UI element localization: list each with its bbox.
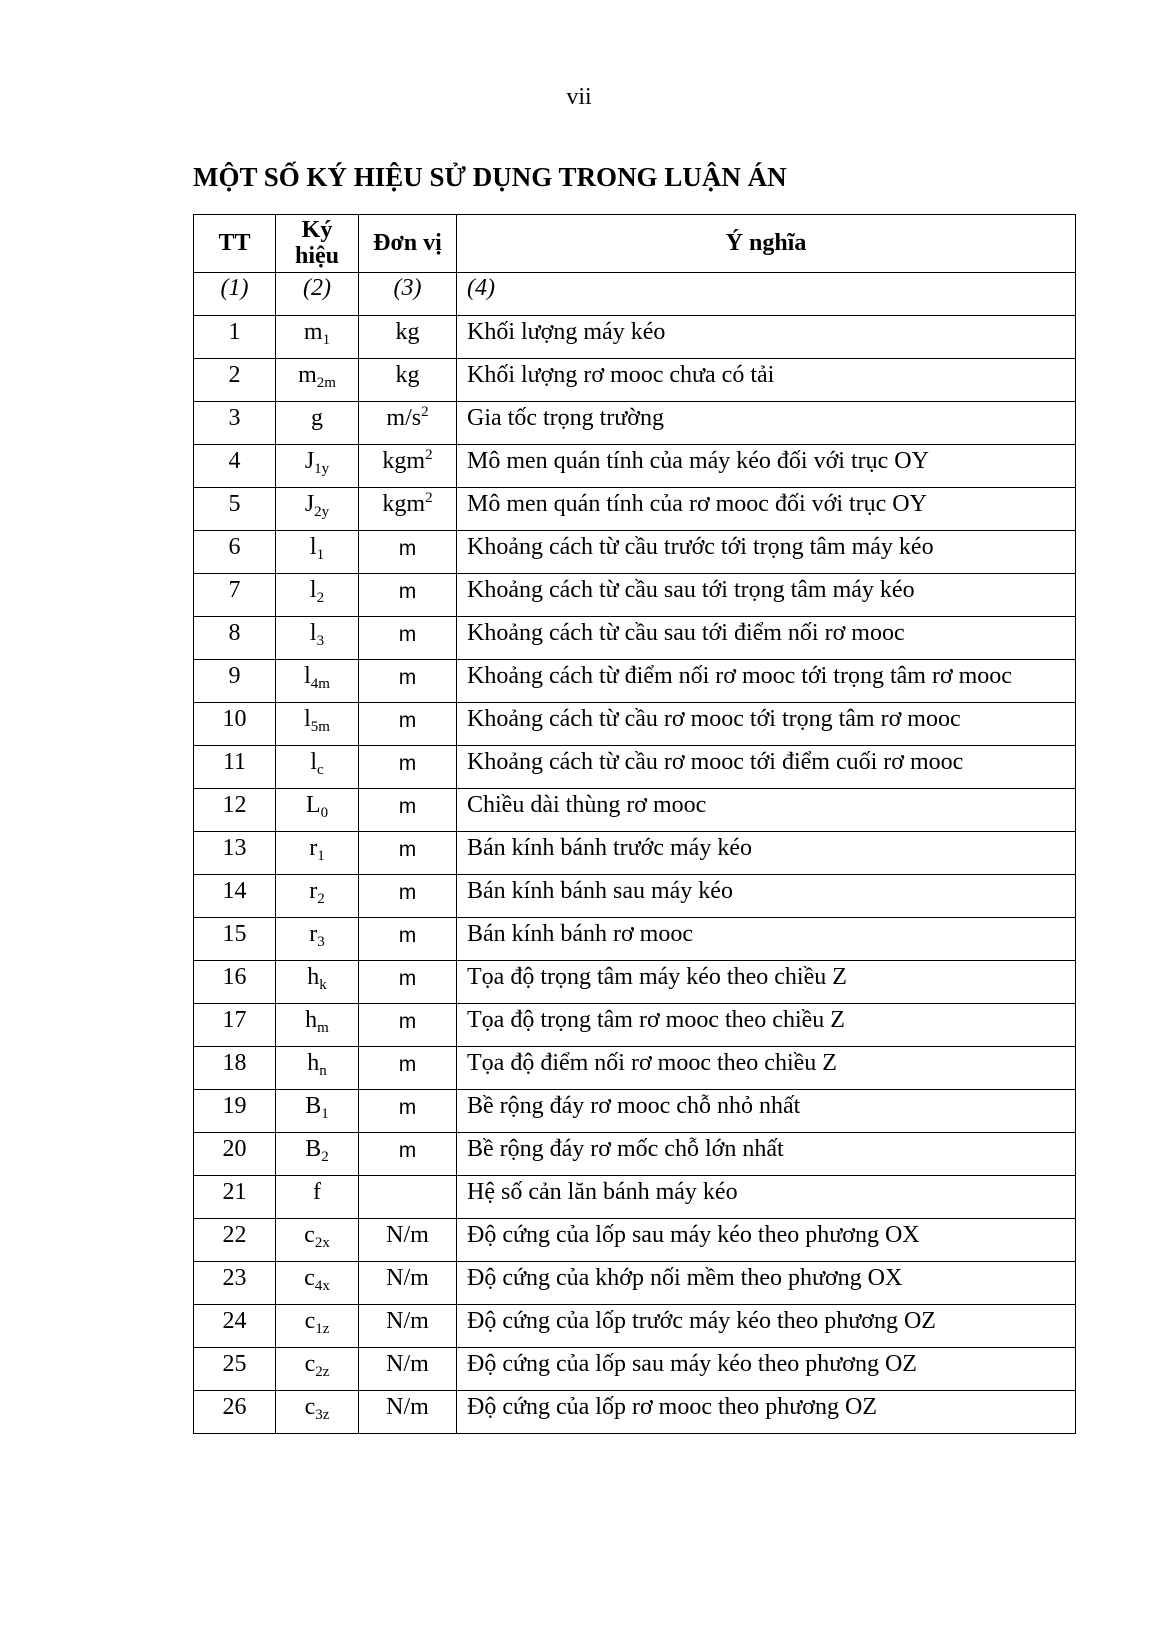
symbol-cell xyxy=(276,359,359,402)
meaning: Mô men quán tính của rơ mooc đối với trục OY xyxy=(457,488,1076,531)
unit-cell xyxy=(359,660,457,703)
symbol: h xyxy=(307,964,320,990)
symbol-cell xyxy=(276,617,359,660)
unit: N/m xyxy=(386,1308,429,1334)
row-number: 5 xyxy=(194,488,276,531)
column-number: (2) xyxy=(276,273,359,316)
symbol: f xyxy=(313,1179,321,1205)
table-row xyxy=(194,617,1076,660)
symbol: B xyxy=(305,1093,322,1119)
symbol: B xyxy=(305,1136,322,1162)
meaning: Khối lượng rơ mooc chưa có tải xyxy=(457,359,1076,402)
symbol: h xyxy=(307,1050,320,1076)
meaning: Khoảng cách từ cầu sau tới điểm nối rơ mooc xyxy=(457,617,1076,660)
symbol-cell xyxy=(276,574,359,617)
column-number: (3) xyxy=(359,273,457,316)
symbol-cell xyxy=(276,875,359,918)
unit-cell xyxy=(359,1004,457,1047)
symbol-subscript: 1z xyxy=(315,1321,330,1337)
symbol: l xyxy=(309,620,317,646)
header-tt: TT xyxy=(194,215,276,273)
table-row xyxy=(194,875,1076,918)
unit: m xyxy=(398,709,417,732)
unit-cell xyxy=(359,445,457,488)
unit-exponent: 2 xyxy=(425,447,433,463)
unit-cell xyxy=(359,1262,457,1305)
symbol-subscript: k xyxy=(319,977,327,993)
symbol-cell xyxy=(276,1047,359,1090)
meaning: Chiều dài thùng rơ mooc xyxy=(457,789,1076,832)
meaning: Mô men quán tính của máy kéo đối với trục OY xyxy=(457,445,1076,488)
unit: m xyxy=(398,838,417,861)
table-row xyxy=(194,1305,1076,1348)
table-row xyxy=(194,1391,1076,1434)
symbol-cell xyxy=(276,660,359,703)
row-number: 11 xyxy=(194,746,276,789)
table-row xyxy=(194,1133,1076,1176)
symbol-subscript: 4x xyxy=(314,1278,330,1294)
unit-cell xyxy=(359,574,457,617)
table-header-row xyxy=(194,215,1076,273)
symbol-subscript: 1 xyxy=(317,848,325,864)
table-body xyxy=(194,316,1076,1434)
unit-cell xyxy=(359,617,457,660)
symbol: c xyxy=(304,1222,315,1248)
unit: m/s xyxy=(386,405,422,431)
symbol-subscript: n xyxy=(319,1063,327,1079)
table-row xyxy=(194,1219,1076,1262)
table-row xyxy=(194,1004,1076,1047)
unit: m xyxy=(398,1096,417,1119)
table-row xyxy=(194,359,1076,402)
symbol: J xyxy=(304,448,315,474)
unit: m xyxy=(398,666,417,689)
header-ky-hieu: Ký hiệu xyxy=(276,215,359,273)
unit: kg xyxy=(395,362,420,388)
unit-cell xyxy=(359,961,457,1004)
row-number: 20 xyxy=(194,1133,276,1176)
row-number: 6 xyxy=(194,531,276,574)
row-number: 18 xyxy=(194,1047,276,1090)
row-number: 3 xyxy=(194,402,276,445)
column-number: (4) xyxy=(457,273,1076,316)
unit: N/m xyxy=(386,1265,429,1291)
symbol-subscript: 2x xyxy=(314,1235,330,1251)
unit-cell xyxy=(359,918,457,961)
symbol-subscript: 2m xyxy=(316,375,336,391)
unit: N/m xyxy=(386,1394,429,1420)
meaning: Độ cứng của lốp trước máy kéo theo phương OZ xyxy=(457,1305,1076,1348)
meaning: Khoảng cách từ cầu trước tới trọng tâm máy kéo xyxy=(457,531,1076,574)
row-number: 21 xyxy=(194,1176,276,1219)
meaning: Khoảng cách từ cầu rơ mooc tới điểm cuối rơ mooc xyxy=(457,746,1076,789)
symbol: r xyxy=(309,835,318,861)
symbol: r xyxy=(309,878,318,904)
symbol-cell xyxy=(276,1305,359,1348)
table-row xyxy=(194,488,1076,531)
row-number: 15 xyxy=(194,918,276,961)
table-row xyxy=(194,789,1076,832)
symbol-subscript: 4m xyxy=(310,676,330,692)
symbol: l xyxy=(310,749,317,775)
unit: m xyxy=(398,924,417,947)
meaning: Bán kính bánh sau máy kéo xyxy=(457,875,1076,918)
unit-cell xyxy=(359,1176,457,1219)
symbol-cell xyxy=(276,703,359,746)
symbol-subscript: 1 xyxy=(322,332,331,348)
table-row xyxy=(194,1262,1076,1305)
row-number: 8 xyxy=(194,617,276,660)
symbol-subscript: 2 xyxy=(317,891,325,907)
symbol: h xyxy=(305,1007,318,1033)
unit: N/m xyxy=(386,1222,429,1248)
unit: m xyxy=(398,537,417,560)
unit-exponent: 2 xyxy=(425,490,433,506)
unit: m xyxy=(398,795,417,818)
unit: kgm xyxy=(382,448,426,474)
row-number: 10 xyxy=(194,703,276,746)
row-number: 4 xyxy=(194,445,276,488)
row-number: 16 xyxy=(194,961,276,1004)
header-don-vi: Đơn vị xyxy=(359,215,457,273)
unit-cell xyxy=(359,1219,457,1262)
meaning: Tọa độ trọng tâm máy kéo theo chiều Z xyxy=(457,961,1076,1004)
symbol: l xyxy=(304,706,311,732)
symbol: r xyxy=(309,921,318,947)
unit-cell xyxy=(359,789,457,832)
symbol-cell xyxy=(276,1391,359,1434)
unit-exponent: 2 xyxy=(421,404,429,420)
row-number: 23 xyxy=(194,1262,276,1305)
symbol-cell xyxy=(276,445,359,488)
symbol-cell xyxy=(276,918,359,961)
unit-cell xyxy=(359,1391,457,1434)
symbol-cell xyxy=(276,1090,359,1133)
unit: kgm xyxy=(382,491,426,517)
table-row xyxy=(194,402,1076,445)
unit-cell xyxy=(359,875,457,918)
symbol: c xyxy=(304,1394,316,1420)
unit: m xyxy=(398,752,417,775)
meaning: Khoảng cách từ cầu rơ mooc tới trọng tâm rơ mooc xyxy=(457,703,1076,746)
unit-cell xyxy=(359,316,457,359)
symbol-cell xyxy=(276,961,359,1004)
meaning: Tọa độ điểm nối rơ mooc theo chiều Z xyxy=(457,1047,1076,1090)
symbol-cell xyxy=(276,316,359,359)
meaning: Bán kính bánh rơ mooc xyxy=(457,918,1076,961)
table-row xyxy=(194,746,1076,789)
symbol-subscript: 5m xyxy=(310,719,330,735)
row-number: 24 xyxy=(194,1305,276,1348)
unit: m xyxy=(398,1053,417,1076)
table-row xyxy=(194,531,1076,574)
unit: m xyxy=(398,881,417,904)
meaning: Khoảng cách từ cầu sau tới trọng tâm máy kéo xyxy=(457,574,1076,617)
row-number: 19 xyxy=(194,1090,276,1133)
unit-cell xyxy=(359,1090,457,1133)
table-row xyxy=(194,574,1076,617)
unit: m xyxy=(398,1139,417,1162)
symbol-subscript: 2y xyxy=(314,504,330,520)
meaning: Tọa độ trọng tâm rơ mooc theo chiều Z xyxy=(457,1004,1076,1047)
unit-cell xyxy=(359,402,457,445)
symbol: c xyxy=(304,1351,316,1377)
unit-cell xyxy=(359,1348,457,1391)
symbol: l xyxy=(304,663,311,689)
meaning: Bề rộng đáy rơ mooc chỗ nhỏ nhất xyxy=(457,1090,1076,1133)
table-row xyxy=(194,316,1076,359)
symbol: l xyxy=(309,534,317,560)
table-row xyxy=(194,1047,1076,1090)
meaning: Độ cứng của lốp rơ mooc theo phương OZ xyxy=(457,1391,1076,1434)
meaning: Độ cứng của lốp sau máy kéo theo phương OZ xyxy=(457,1348,1076,1391)
unit: m xyxy=(398,967,417,990)
unit: N/m xyxy=(386,1351,429,1377)
table-row xyxy=(194,1348,1076,1391)
unit: kg xyxy=(395,319,420,345)
symbol: c xyxy=(304,1308,316,1334)
symbol-cell xyxy=(276,1348,359,1391)
meaning: Gia tốc trọng trường xyxy=(457,402,1076,445)
symbol-subscript: 0 xyxy=(320,805,329,821)
unit-cell xyxy=(359,1047,457,1090)
table-row xyxy=(194,445,1076,488)
symbol-subscript: 2 xyxy=(316,590,325,606)
row-number: 25 xyxy=(194,1348,276,1391)
symbol-cell xyxy=(276,1133,359,1176)
meaning: Độ cứng của lốp sau máy kéo theo phương OX xyxy=(457,1219,1076,1262)
row-number: 7 xyxy=(194,574,276,617)
symbol-subscript: 1 xyxy=(316,547,325,563)
symbol-cell xyxy=(276,488,359,531)
page-title: MỘT SỐ KÝ HIỆU SỬ DỤNG TRONG LUẬN ÁN xyxy=(193,162,787,192)
unit-cell xyxy=(359,1133,457,1176)
meaning: Bán kính bánh trước máy kéo xyxy=(457,832,1076,875)
column-number-row xyxy=(194,273,1076,316)
symbol-cell xyxy=(276,1176,359,1219)
row-number: 17 xyxy=(194,1004,276,1047)
unit-cell xyxy=(359,531,457,574)
table-row xyxy=(194,660,1076,703)
table-row xyxy=(194,1176,1076,1219)
symbol: J xyxy=(304,491,315,517)
symbol-cell xyxy=(276,789,359,832)
symbol: c xyxy=(304,1265,315,1291)
column-number: (1) xyxy=(194,273,276,316)
meaning: Khoảng cách từ điểm nối rơ mooc tới trọng tâm rơ mooc xyxy=(457,660,1076,703)
page-number: vii xyxy=(566,84,592,110)
unit-cell xyxy=(359,746,457,789)
symbol-cell xyxy=(276,531,359,574)
symbol-subscript: 2z xyxy=(315,1364,330,1380)
table-row xyxy=(194,918,1076,961)
unit-cell xyxy=(359,359,457,402)
table-row xyxy=(194,1090,1076,1133)
unit: m xyxy=(398,580,417,603)
symbol: g xyxy=(311,405,323,431)
table-row xyxy=(194,703,1076,746)
symbol: m xyxy=(298,362,317,388)
table-row xyxy=(194,832,1076,875)
symbol-cell xyxy=(276,746,359,789)
symbol-cell xyxy=(276,1219,359,1262)
row-number: 9 xyxy=(194,660,276,703)
row-number: 1 xyxy=(194,316,276,359)
row-number: 14 xyxy=(194,875,276,918)
symbol-cell xyxy=(276,1004,359,1047)
symbol-subscript: 3z xyxy=(315,1407,330,1423)
symbol-cell xyxy=(276,1262,359,1305)
table-row xyxy=(194,961,1076,1004)
symbol-cell xyxy=(276,402,359,445)
symbol-subscript: m xyxy=(317,1020,329,1036)
symbol-subscript: 1 xyxy=(321,1106,329,1122)
unit-cell xyxy=(359,488,457,531)
row-number: 22 xyxy=(194,1219,276,1262)
row-number: 12 xyxy=(194,789,276,832)
symbol-subscript: 1y xyxy=(314,461,330,477)
symbol: l xyxy=(309,577,317,603)
meaning: Khối lượng máy kéo xyxy=(457,316,1076,359)
symbol: L xyxy=(305,792,321,818)
meaning: Độ cứng của khớp nối mềm theo phương OX xyxy=(457,1262,1076,1305)
unit-cell xyxy=(359,703,457,746)
unit: m xyxy=(398,623,417,646)
unit-cell xyxy=(359,1305,457,1348)
unit: m xyxy=(398,1010,417,1033)
meaning: Hệ số cản lăn bánh máy kéo xyxy=(457,1176,1076,1219)
symbol-cell xyxy=(276,832,359,875)
symbol-subscript: 3 xyxy=(317,934,325,950)
header-y-nghia: Ý nghĩa xyxy=(457,215,1076,273)
meaning: Bề rộng đáy rơ mốc chỗ lớn nhất xyxy=(457,1133,1076,1176)
symbol-subscript: c xyxy=(317,762,324,778)
symbol-subscript: 2 xyxy=(321,1149,329,1165)
row-number: 26 xyxy=(194,1391,276,1434)
row-number: 13 xyxy=(194,832,276,875)
symbol: m xyxy=(303,319,323,345)
symbol-subscript: 3 xyxy=(316,633,325,649)
unit-cell xyxy=(359,832,457,875)
symbols-table xyxy=(193,214,1076,1434)
row-number: 2 xyxy=(194,359,276,402)
